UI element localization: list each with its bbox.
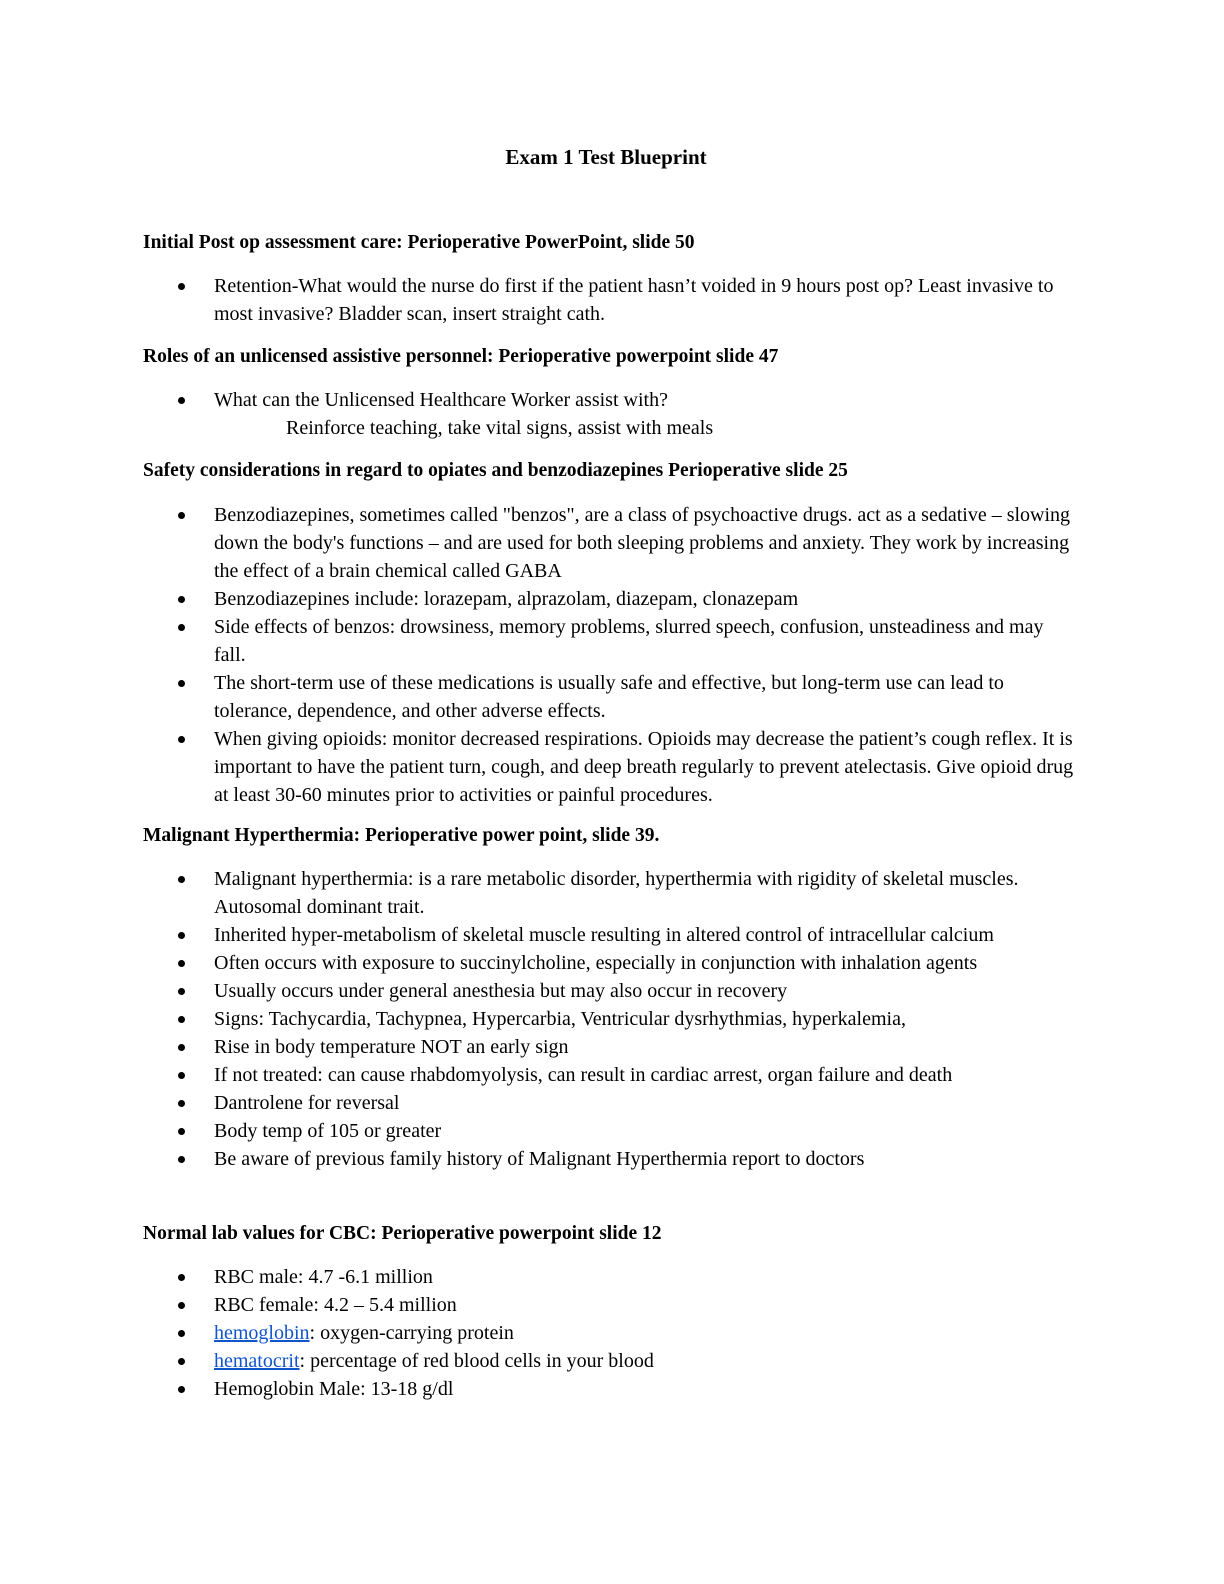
list-item: When giving opioids: monitor decreased respirations. Opioids may decrease the patient’s cough reflex. It is important to have the patient turn, cough, and deep breath regularly to prevent atelectasis. Give opioid drug at least 30-60 minutes prior to activities or painful procedures. (0, 725, 1074, 809)
section-heading-opiates-benzos: Safety considerations in regard to opiates and benzodiazepines Perioperative slide 25 (143, 460, 848, 481)
list-item: Benzodiazepines include: lorazepam, alprazolam, diazepam, clonazepam (0, 585, 1074, 613)
hemoglobin-link[interactable]: hemoglobin (214, 1322, 310, 1344)
list-item: Malignant hyperthermia: is a rare metabolic disorder, hyperthermia with rigidity of skeletal muscles. Autosomal dominant trait. (0, 865, 1074, 921)
list-item: Usually occurs under general anesthesia but may also occur in recovery (0, 977, 1074, 1005)
list-item: RBC male: 4.7 -6.1 million (0, 1263, 1074, 1291)
list-cbc-lab-values (0, 1263, 1224, 1403)
section-heading-malignant-hyperthermia: Malignant Hyperthermia: Perioperative power point, slide 39. (143, 825, 660, 846)
list-item (0, 1319, 1074, 1347)
list-item: If not treated: can cause rhabdomyolysis, can result in cardiac arrest, organ failure and death (0, 1061, 1074, 1089)
list-item-continuation: Reinforce teaching, take vital signs, assist with meals (286, 417, 714, 439)
section-heading-uap-roles: Roles of an unlicensed assistive personnel: Perioperative powerpoint slide 47 (143, 346, 779, 367)
list-item (0, 386, 1074, 442)
list-item-text: : percentage of red blood cells in your blood (299, 1350, 654, 1372)
list-item-text: : oxygen-carrying protein (309, 1322, 514, 1344)
section-heading-cbc-lab-values: Normal lab values for CBC: Perioperative powerpoint slide 12 (143, 1223, 662, 1244)
list-item: Hemoglobin Male: 13-18 g/dl (0, 1375, 1074, 1403)
section-heading-post-op: Initial Post op assessment care: Perioperative PowerPoint, slide 50 (143, 232, 695, 253)
list-uap-roles (0, 386, 1224, 442)
list-opiates-benzos (0, 501, 1224, 809)
list-item: Signs: Tachycardia, Tachypnea, Hypercarbia, Ventricular dysrhythmias, hyperkalemia, (0, 1005, 1074, 1033)
list-item: Benzodiazepines, sometimes called "benzos", are a class of psychoactive drugs. act as a sedative – slowing down the body's functions – and are used for both sleeping problems and anxiety. They work by increasing the effect of a brain chemical called GABA (0, 501, 1074, 585)
list-item: Dantrolene for reversal (0, 1089, 1074, 1117)
page-title: Exam 1 Test Blueprint (505, 145, 707, 169)
list-item: Inherited hyper-metabolism of skeletal muscle resulting in altered control of intracellular calcium (0, 921, 1074, 949)
list-malignant-hyperthermia (0, 865, 1224, 1173)
list-item: Rise in body temperature NOT an early sign (0, 1033, 1074, 1061)
list-post-op (0, 272, 1224, 328)
list-item: Be aware of previous family history of Malignant Hyperthermia report to doctors (0, 1145, 1074, 1173)
list-item: RBC female: 4.2 – 5.4 million (0, 1291, 1074, 1319)
list-item (0, 1347, 1074, 1375)
list-item: Body temp of 105 or greater (0, 1117, 1074, 1145)
list-item: Side effects of benzos: drowsiness, memory problems, slurred speech, confusion, unsteadiness and may fall. (0, 613, 1074, 669)
list-item: The short-term use of these medications is usually safe and effective, but long-term use can lead to tolerance, dependence, and other adverse effects. (0, 669, 1074, 725)
hematocrit-link[interactable]: hematocrit (214, 1350, 300, 1372)
list-item: Often occurs with exposure to succinylcholine, especially in conjunction with inhalation agents (0, 949, 1074, 977)
list-item: Retention-What would the nurse do first if the patient hasn’t voided in 9 hours post op? Least invasive to most invasive? Bladder scan, insert straight cath. (0, 272, 1074, 328)
list-item-text: What can the Unlicensed Healthcare Worker assist with? (214, 389, 668, 411)
